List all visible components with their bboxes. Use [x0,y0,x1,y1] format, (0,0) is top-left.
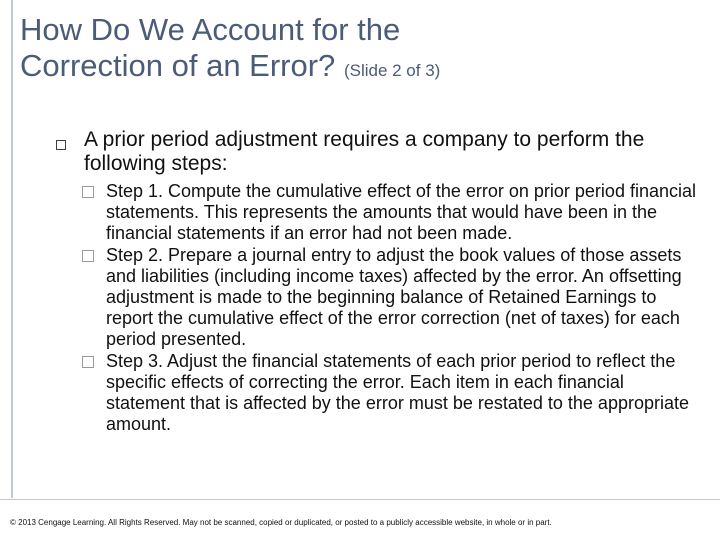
title-line-2: Correction of an Error? [20,48,336,83]
slide-subtitle: (Slide 2 of 3) [343,61,441,80]
checkbox-bullet-icon [82,250,94,262]
left-accent-rule [11,0,13,498]
intro-text: A prior period adjustment requires a company to perform the following steps: [84,128,645,175]
step-text: Step 2. Prepare a journal entry to adjust the book values of those assets and liabilities (including income taxes) affected by the error. An offsetting adjustment is made to the beginning balance of Retained Earnings to report the cumulative effect of the error correction (net of taxes) for each period presented. [106,245,682,349]
checkbox-bullet-icon [82,186,94,198]
footer-divider [0,499,720,500]
step-item-2 [81,245,696,350]
step-text: Step 1. Compute the cumulative effect of the error on prior period financial statements. This represents the amounts that would have been in the financial statements if an error had not been made. [106,181,696,243]
steps-list [81,181,696,436]
checkbox-bullet-icon [82,356,94,368]
step-item-3 [81,351,696,435]
title-line-1: How Do We Account for the [20,12,401,47]
step-item-1 [81,181,696,244]
square-bullet-icon [56,140,66,150]
step-text: Step 3. Adjust the financial statements of each prior period to reflect the specific effects of correcting the error. Each item in each financial statement that is affected by the error must be restated to the appropriate amount. [106,351,689,434]
copyright-notice: © 2013 Cengage Learning. All Rights Reserved. May not be scanned, copied or duplicated, or posted to a publicly accessible website, in whole or in part. [10,518,552,527]
slide-title [20,12,700,89]
